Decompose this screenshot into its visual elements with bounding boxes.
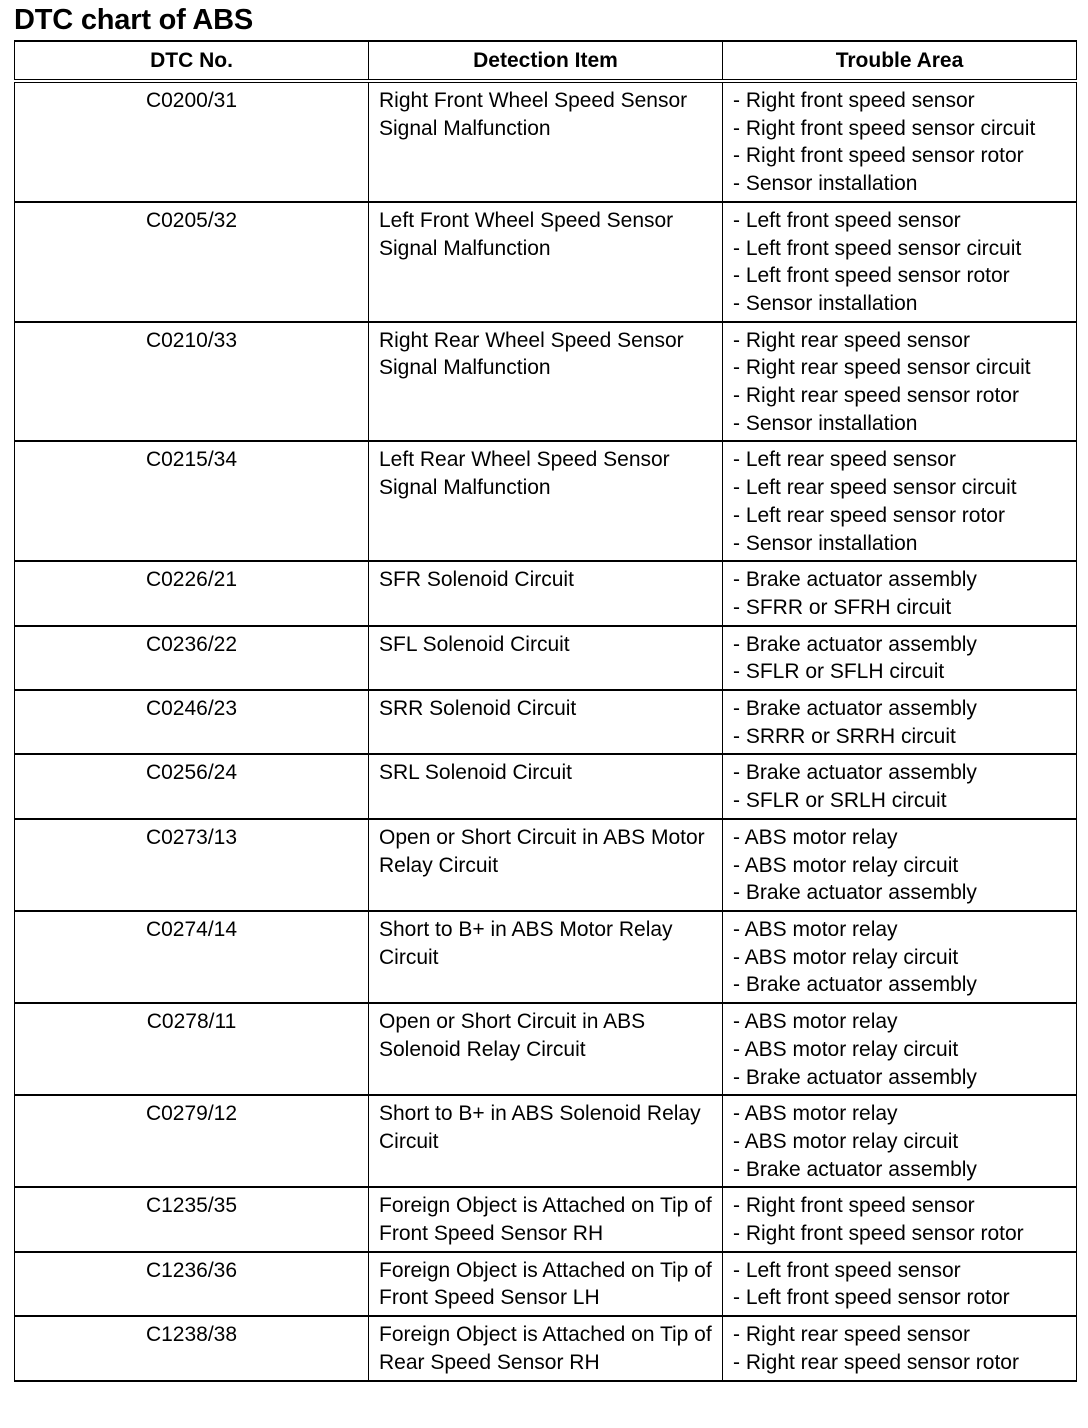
dtc-code-cell: C0256/24 [15,754,369,818]
trouble-area-item: - Right rear speed sensor rotor [733,384,1019,408]
trouble-area-cell [723,626,1077,690]
trouble-area-item: - Brake actuator assembly [733,568,977,592]
trouble-area-item: - ABS motor relay circuit [733,853,959,877]
trouble-area-cell [723,754,1077,818]
trouble-area-item: - Brake actuator assembly [733,697,977,721]
table-row [15,1095,1077,1187]
detection-item-cell: Left Rear Wheel Speed Sensor Signal Malfunction [369,441,723,561]
trouble-area-item: - Left front speed sensor [733,1258,961,1282]
trouble-area-item: - Left front speed sensor rotor [733,1286,1010,1310]
detection-item-cell: Foreign Object is Attached on Tip of Front Speed Sensor RH [369,1187,723,1251]
trouble-area-item: - SRRR or SRRH circuit [733,724,956,748]
trouble-area-item: - Right front speed sensor rotor [733,1222,1024,1246]
table-row [15,322,1077,442]
dtc-code-cell: C0200/31 [15,81,369,202]
trouble-area-item: - Right rear speed sensor circuit [733,356,1031,380]
trouble-area-cell [723,819,1077,911]
trouble-area-cell [723,1003,1077,1095]
trouble-area-item: - Right front speed sensor [733,1194,975,1218]
dtc-code-cell: C0279/12 [15,1095,369,1187]
table-row [15,626,1077,690]
dtc-code-cell: C0236/22 [15,626,369,690]
dtc-code-cell: C0215/34 [15,441,369,561]
trouble-area-item: - Right rear speed sensor [733,328,970,352]
trouble-area-cell [723,911,1077,1003]
table-row [15,911,1077,1003]
dtc-code-cell: C1236/36 [15,1252,369,1316]
column-header-detection-item: Detection Item [369,41,723,81]
trouble-area-item: - Brake actuator assembly [733,881,977,905]
table-row [15,819,1077,911]
table-row [15,561,1077,625]
trouble-area-item: - Left front speed sensor [733,208,961,232]
trouble-area-item: - Brake actuator assembly [733,1065,977,1089]
detection-item-cell: Open or Short Circuit in ABS Solenoid Relay Circuit [369,1003,723,1095]
trouble-area-item: - ABS motor relay [733,917,898,941]
trouble-area-cell [723,202,1077,322]
trouble-area-item: - Right rear speed sensor rotor [733,1350,1019,1374]
table-row [15,1252,1077,1316]
trouble-area-item: - Right front speed sensor rotor [733,144,1024,168]
detection-item-cell: SFL Solenoid Circuit [369,626,723,690]
dtc-code-cell: C0210/33 [15,322,369,442]
trouble-area-cell [723,1252,1077,1316]
trouble-area-item: - Left rear speed sensor circuit [733,476,1017,500]
trouble-area-item: - SFRR or SFRH circuit [733,595,952,619]
trouble-area-cell [723,1316,1077,1380]
trouble-area-item: - Brake actuator assembly [733,973,977,997]
table-row [15,81,1077,202]
table-body [15,81,1077,1381]
table-row [15,1003,1077,1095]
detection-item-cell: SRR Solenoid Circuit [369,690,723,754]
trouble-area-item: - Sensor installation [733,411,918,435]
dtc-code-cell: C0273/13 [15,819,369,911]
trouble-area-item: - Brake actuator assembly [733,632,977,656]
table-row [15,202,1077,322]
trouble-area-item: - Right front speed sensor [733,89,975,112]
trouble-area-item: - Right rear speed sensor [733,1323,970,1347]
table-row [15,754,1077,818]
detection-item-cell: Foreign Object is Attached on Tip of Rear Speed Sensor RH [369,1316,723,1380]
detection-item-cell: Open or Short Circuit in ABS Motor Relay Circuit [369,819,723,911]
dtc-code-cell: C0274/14 [15,911,369,1003]
trouble-area-item: - Brake actuator assembly [733,1157,977,1181]
dtc-code-cell: C1238/38 [15,1316,369,1380]
page-title: DTC chart of ABS [14,4,254,36]
dtc-code-cell: C0205/32 [15,202,369,322]
trouble-area-item: - ABS motor relay [733,1010,898,1034]
trouble-area-item: - Left front speed sensor rotor [733,264,1010,288]
trouble-area-item: - SFLR or SFLH circuit [733,660,945,684]
detection-item-cell: Foreign Object is Attached on Tip of Front Speed Sensor LH [369,1252,723,1316]
trouble-area-item: - ABS motor relay circuit [733,1129,959,1153]
table-row [15,1316,1077,1380]
trouble-area-item: - SFLR or SRLH circuit [733,789,947,813]
trouble-area-item: - Sensor installation [733,291,918,315]
dtc-table [14,40,1077,1382]
trouble-area-cell [723,1187,1077,1251]
trouble-area-cell [723,561,1077,625]
trouble-area-item: - Sensor installation [733,172,918,196]
table-row [15,441,1077,561]
trouble-area-item: - ABS motor relay [733,1102,898,1126]
trouble-area-item: - Left front speed sensor circuit [733,236,1022,260]
detection-item-cell: Left Front Wheel Speed Sensor Signal Malfunction [369,202,723,322]
trouble-area-item: - Right front speed sensor circuit [733,116,1036,140]
dtc-code-cell: C1235/35 [15,1187,369,1251]
table-row [15,1187,1077,1251]
trouble-area-cell [723,690,1077,754]
dtc-code-cell: C0246/23 [15,690,369,754]
dtc-code-cell: C0226/21 [15,561,369,625]
trouble-area-cell [723,81,1077,202]
trouble-area-item: - ABS motor relay [733,825,898,849]
detection-item-cell: Short to B+ in ABS Solenoid Relay Circuit [369,1095,723,1187]
trouble-area-item: - ABS motor relay circuit [733,1037,959,1061]
detection-item-cell: SRL Solenoid Circuit [369,754,723,818]
trouble-area-cell [723,441,1077,561]
trouble-area-item: - Left rear speed sensor [733,448,956,472]
table-header-row [15,41,1077,81]
column-header-trouble-area: Trouble Area [723,41,1077,81]
detection-item-cell: Right Rear Wheel Speed Sensor Signal Malfunction [369,322,723,442]
detection-item-cell: SFR Solenoid Circuit [369,561,723,625]
dtc-code-cell: C0278/11 [15,1003,369,1095]
detection-item-cell: Short to B+ in ABS Motor Relay Circuit [369,911,723,1003]
trouble-area-item: - Sensor installation [733,531,918,555]
detection-item-cell: Right Front Wheel Speed Sensor Signal Malfunction [369,81,723,202]
table-row [15,690,1077,754]
trouble-area-cell [723,1095,1077,1187]
trouble-area-item: - ABS motor relay circuit [733,945,959,969]
trouble-area-item: - Left rear speed sensor rotor [733,503,1005,527]
column-header-dtc-no: DTC No. [15,41,369,81]
trouble-area-cell [723,322,1077,442]
trouble-area-item: - Brake actuator assembly [733,761,977,785]
